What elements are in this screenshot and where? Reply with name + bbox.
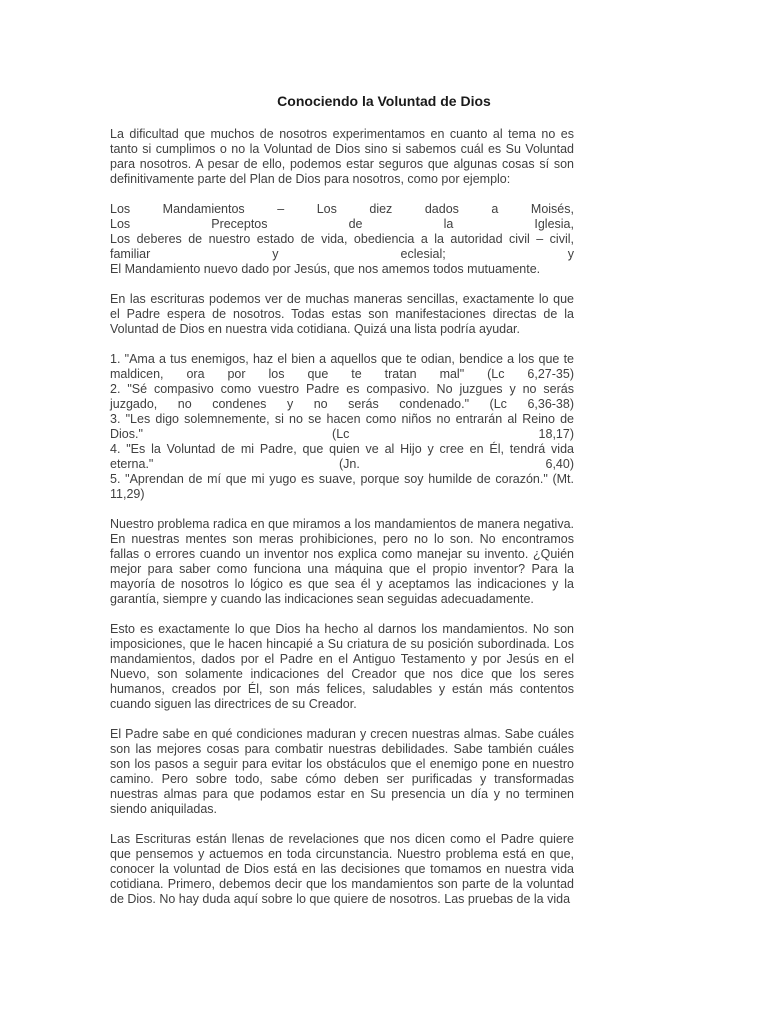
quote-line: 3. "Les digo solemnemente, si no se hacen como niños no entrarán al Reino de [110,412,574,426]
quote-line: 2. "Sé compasivo como vuestro Padre es compasivo. No juzgues y no serás [110,382,574,396]
quote-line: Dios." (Lc 18,17) [110,427,574,441]
scriptures-paragraph: Las Escrituras están llenas de revelaciones que nos dicen como el Padre quiere que pensemos y actuemos en toda circunstancia. Nuestro problema está en que, conocer la voluntad de Dios está en las decisiones que tomamos en nuestra vida cotidiana. Primero, debemos decir que los mandamientos son parte de la voluntad de Dios. No hay duda aquí sobre lo que quiere de nosotros. Las pruebas de la vida [110,832,574,906]
scriptures-intro-paragraph: En las escrituras podemos ver de muchas maneras sencillas, exactamente lo que el Padre espera de nosotros. Todas estas son manifestaciones directas de la Voluntad de Dios en nuestra vida cotidiana. Quizá una lista podría ayudar. [110,292,574,336]
document-body [110,127,574,922]
example-line: familiar y eclesial; y [110,247,574,261]
quote-line: 4. "Es la Voluntad de mi Padre, que quien ve al Hijo y cree en Él, tendrá vida [110,442,574,456]
quote-line: 1. "Ama a tus enemigos, haz el bien a aquellos que te odian, bendice a los que te [110,352,574,366]
quote-line: juzgado, no condenes y no serás condenado." (Lc 6,36-38) [110,397,574,411]
quote-line: maldicen, ora por los que te tratan mal" (Lc 6,27-35) [110,367,574,381]
example-line: Los Preceptos de la Iglesia, [110,217,574,231]
intro-paragraph: La dificultad que muchos de nosotros experimentamos en cuanto al tema no es tanto si cumplimos o no la Voluntad de Dios sino si sabemos cuál es Su Voluntad para nosotros. A pesar de ello, podemos estar seguros que algunas cosas sí son definitivamente parte del Plan de Dios para nosotros, como por ejemplo: [110,127,574,186]
quote-line: 11,29) [110,487,145,501]
god-commandments-paragraph: Esto es exactamente lo que Dios ha hecho al darnos los mandamientos. No son imposiciones, que le hacen hincapié a Su criatura de su posición subordinada. Los mandamientos, dados por el Padre en el Antiguo Testamento y por Jesús en el Nuevo, son solamente indicaciones del Creador que nos dice que los seres humanos, creados por Él, son más felices, saludables y están más contentos cuando siguen las directrices de su Creador. [110,622,574,711]
example-line: Los Mandamientos – Los diez dados a Moisés, [110,202,574,216]
example-line: El Mandamiento nuevo dado por Jesús, que nos amemos todos mutuamente. [110,262,541,276]
problem-paragraph: Nuestro problema radica en que miramos a los mandamientos de manera negativa. En nuestras mentes son meras prohibiciones, pero no lo son. No encontramos fallas o errores cuando un inventor nos explica como manejar su invento. ¿Quién mejor para saber como funciona una máquina que el propio inventor? Para la mayoría de nosotros lo lógico es que sea él y aceptamos las indicaciones y la garantía, siempre y cuando las indicaciones sean seguidas adecuadamente. [110,517,574,606]
example-line: Los deberes de nuestro estado de vida, obediencia a la autoridad civil – civil, [110,232,574,246]
quote-line: 5. "Aprendan de mí que mi yugo es suave, porque soy humilde de corazón." (Mt. [110,472,574,486]
scripture-quotes-list [110,352,574,502]
examples-list [110,202,574,277]
quote-line: eterna." (Jn. 6,40) [110,457,574,471]
father-paragraph: El Padre sabe en qué condiciones maduran y crecen nuestras almas. Sabe cuáles son las mejores cosas para combatir nuestras debilidades. Sabe también cuáles son los pasos a seguir para evitar los obstáculos que el enemigo pone en nuestro camino. Pero sobre todo, sabe cómo deben ser purificadas y transformadas nuestras almas para que podamos estar en Su presencia un día y no terminen siendo aniquiladas. [110,727,574,816]
document-title: Conociendo la Voluntad de Dios [277,93,491,109]
